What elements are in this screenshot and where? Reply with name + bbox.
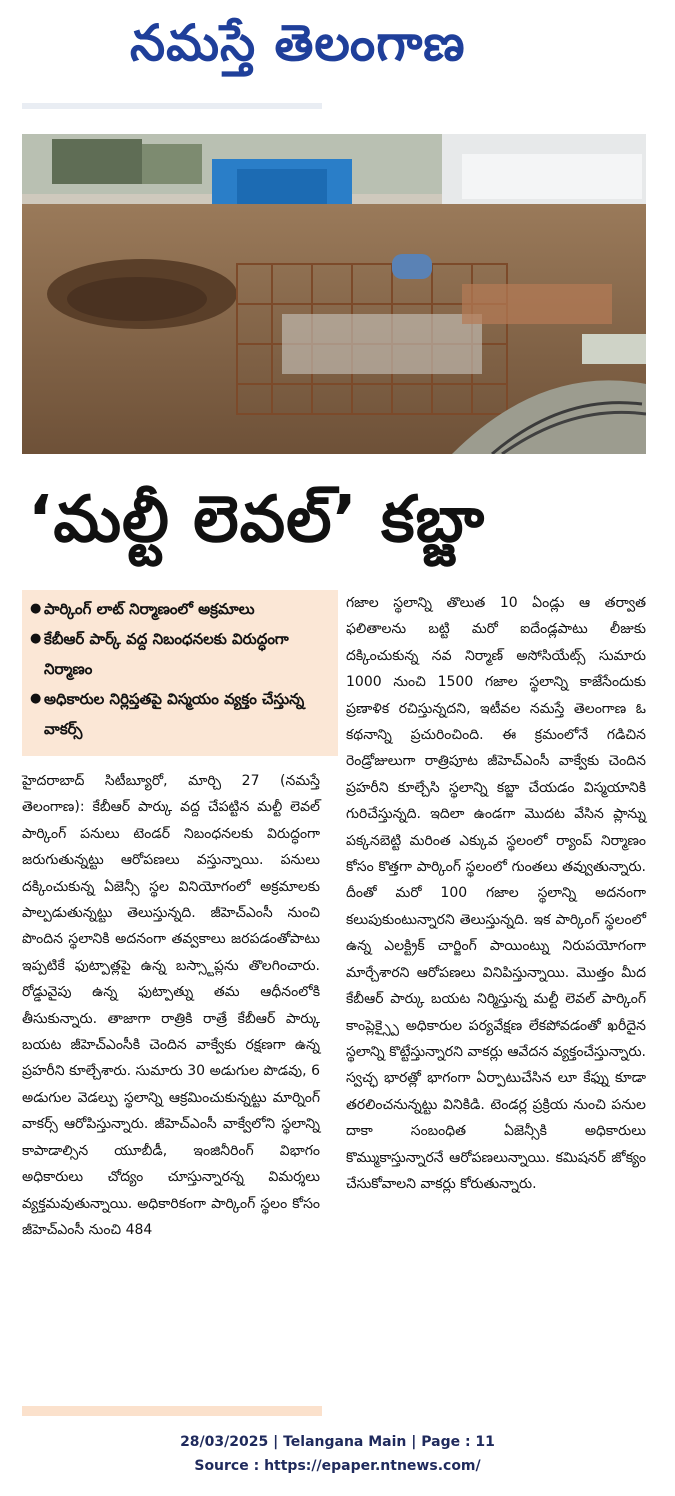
headline: ‘మల్టీ లెవల్’ కబ్జా [28, 483, 486, 557]
bullet-icon: ● [30, 631, 42, 646]
highlight-text: అధికారుల నిర్లిప్తతపై విస్మయం వ్యక్తం చేస్తున్న వాకర్స్ [44, 690, 305, 738]
highlights-box [22, 590, 338, 756]
footer-source-link[interactable]: Source : https://epaper.ntnews.com/ [194, 1458, 481, 1474]
highlight-text: కేబీఆర్ పార్క్ వద్ద నిబంధనలకు విరుద్ధంగా నిర్మాణం [44, 630, 289, 678]
article-column-left: హైదరాబాద్ సిటీబ్యూరో, మార్చి 27 (నమస్తే తెలంగాణ): కేబీఆర్ పార్కు వద్ద చేపట్టిన మల్టీ లెవల్ పార్కింగ్ పనులు టెండర్ నిబంధనలకు విరుద్ధంగా జరుగుతున్నట్టు ఆరోపణలు వస్తున్నాయి. పనులు దక్కించుకున్న ఏజెన్సీ స్థల వినియోగంలో అక్రమాలకు పాల్పడుతున్నట్టు తెలుస్తున్నది. జీహెచ్ఎంసీ నుంచి పొందిన స్థలానికి అదనంగా తవ్వకాలు జరపడంతోపాటు ఇప్పటికే ఫుట్పాత్లపై ఉన్న బస్స్టాప్లను తొలగించారు. రోడ్డువైపు ఉన్న ఫుట్పాత్ను తమ ఆధీనంలోకి తీసుకున్నారు. తాజాగా రాత్రికి రాత్రే కేబీఆర్ పార్కు బయట జీహెచ్ఎంసీకి చెందిన వాక్వేకు రక్షణగా ఉన్న ప్రహరీని కూల్చేశారు. సుమారు 30 అడుగుల పొడవు, 6 అడుగుల వెడల్పు స్థలాన్ని ఆక్రమించుకున్నట్టు మార్నింగ్ వాకర్స్ ఆరోపిస్తున్నారు. జీహెచ్ఎంసీ వాక్వేలోని స్థలాన్ని కాపాడాల్సిన యూబీడీ, ఇంజినీరింగ్ విభాగం అధికారులు చోద్యం చూస్తున్నారన్న విమర్శలు వ్యక్తమవుతున్నాయి. అధికారికంగా పార్కింగ్ స్థలం కోసం జీహెచ్ఎంసీ నుంచి 484 [22, 773, 320, 1238]
bullet-icon: ● [30, 601, 42, 616]
masthead: నమస్తే తెలంగాణ [130, 14, 466, 72]
bullet-icon: ● [30, 691, 42, 706]
article-column-right: గజాల స్థలాన్ని తొలుత 10 ఏండ్లు ఆ తర్వాత ఫలితాలను బట్టి మరో ఐదేండ్లపాటు లీజుకు దక్కించుకున్న నవ నిర్మాణ్ అసోసియేట్స్ సుమారు 1000 నుంచి 1500 గజాల స్థలాన్ని కాజేసేందుకు ప్రణాళిక రచిస్తున్నదని, ఇటీవల నమస్తే తెలంగాణ ఓ కథనాన్ని ప్రచురించింది. ఈ క్రమంలోనే గడిచిన రెండ్రోజులుగా రాత్రిపూట జీహెచ్ఎంసీ వాక్వేకు చెందిన ప్రహరీని కూల్చేసి స్థలాన్ని కబ్జా చేయడం విస్మయానికి గురిచేస్తున్నది. ఇదిలా ఉండగా మొదట వేసిన ప్లాన్ను పక్కనబెట్టి మరింత ఎక్కువ స్థలంలో ర్యాంప్ నిర్మాణం కోసం కొత్తగా పార్కింగ్ స్థలంలో గుంతలు తవ్వుతున్నారు. దీంతో మరో 100 గజాల స్థలాన్ని అదనంగా కలుపుకుంటున్నారని తెలుస్తున్నది. ఇక పార్కింగ్ స్థలంలో ఉన్న ఎలక్ట్రిక్ చార్జింగ్ పాయింట్ను నిరుపయోగంగా మార్చేశారని ఆరోపణలు వినిపిస్తున్నాయి. మొత్తం మీద కేబీఆర్ పార్కు బయట నిర్మిస్తున్న మల్టీ లెవల్ పార్కింగ్ కాంప్లెక్స్పై అధికారుల పర్యవేక్షణ లేకపోవడంతో ఖరీదైన స్థలాన్ని కొట్టేస్తున్నారని వాకర్లు ఆవేదన వ్యక్తంచేస్తున్నారు. స్వచ్ఛ భారత్లో భాగంగా ఏర్పాటుచేసిన లూ కేఫ్ను కూడా తరలించనున్నట్టు వినికిడి. టెండర్ల ప్రక్రియ నుంచి పనుల దాకా సంబంధిత ఏజెన్సీకి అధికారులు కొమ్ముకాస్తున్నారనే ఆరోపణలున్నాయి. కమిషనర్ జోక్యం చేసుకోవాలని వాకర్లు కోరుతున్నారు. [346, 595, 646, 1192]
masthead-rule [22, 103, 322, 109]
highlight-item [22, 624, 338, 684]
highlight-item [22, 684, 338, 744]
highlight-text: పార్కింగ్ లాట్ నిర్మాణంలో అక్రమాలు [44, 600, 255, 618]
construction-site-photo [22, 134, 646, 454]
footer-date-page: 28/03/2025 | Telangana Main | Page : 11 [180, 1434, 495, 1450]
highlight-item [22, 594, 338, 624]
bottom-rule [22, 1406, 322, 1416]
